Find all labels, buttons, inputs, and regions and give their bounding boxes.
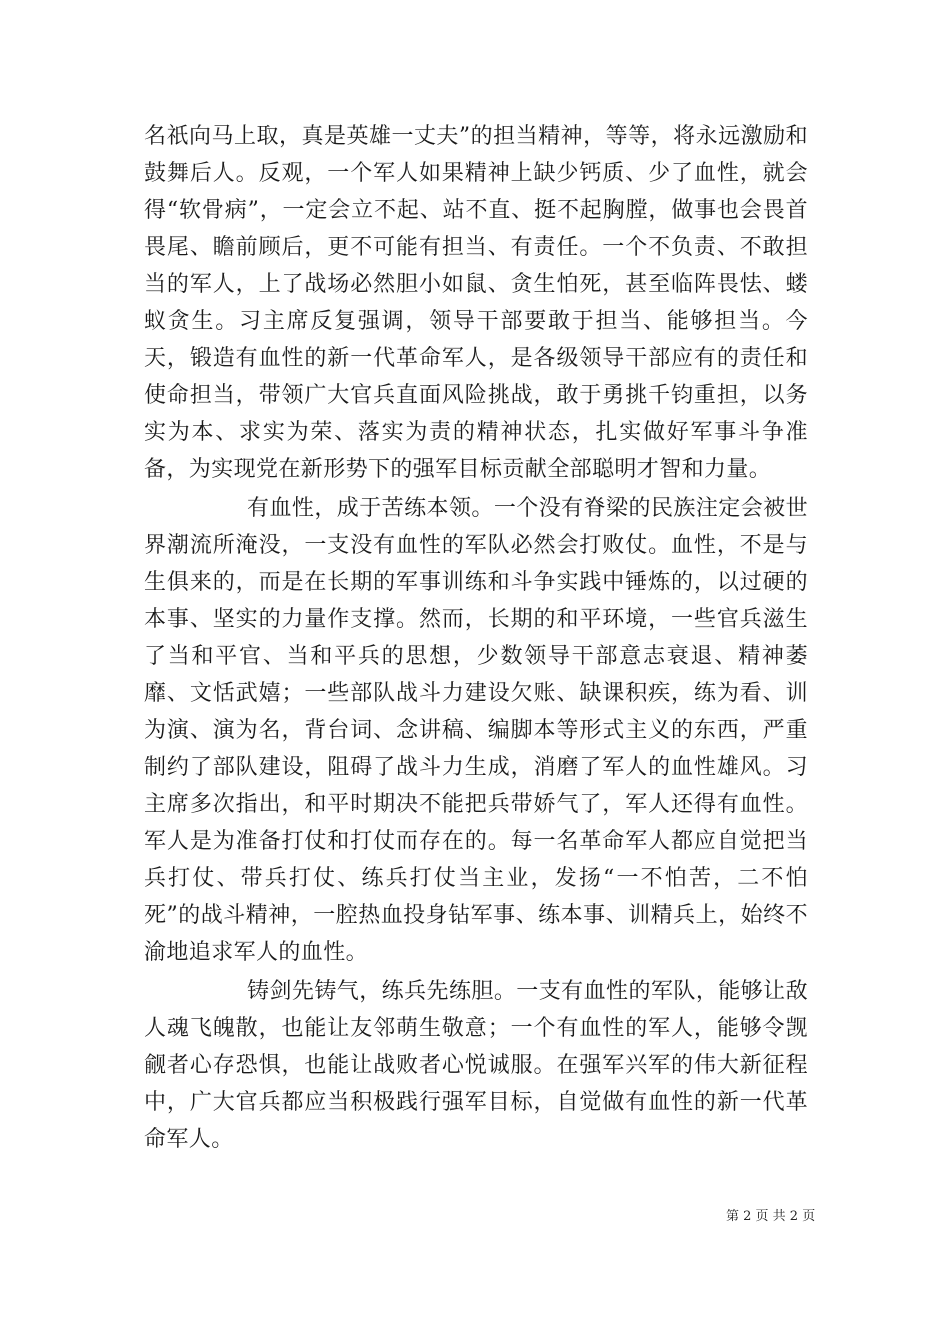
paragraph-conclusion: 铸剑先铸气，练兵先练胆。一支有血性的军队，能够让敌人魂飞魄散，也能让友邻萌生敬意；一个有血性的军人，能够令觊觎者心存恐惧，也能让战败者心悦诚服。在强军兴军的伟大新征程中，广大官兵都应当积极践行强军目标，自觉做有血性的新一代革命军人。 bbox=[144, 979, 808, 1152]
document-body bbox=[144, 118, 808, 1158]
paragraph-combat-skills: 有血性，成于苦练本领。一个没有脊梁的民族注定会被世界潮流所淹没，一支没有血性的军队必然会打败仗。血性，不是与生俱来的，而是在长期的军事训练和斗争实践中锤炼的，以过硬的本事、坚实的力量作支撑。然而，长期的和平环境，一些官兵滋生了当和平官、当和平兵的思想，少数领导干部意志衰退、精神萎靡、文恬武嬉；一些部队战斗力建设欠账、缺课积疾，练为看、训为演、演为名，背台词、念讲稿、编脚本等形式主义的东西，严重制约了部队建设，阻碍了战斗力生成，消磨了军人的血性雄风。习主席多次指出，和平时期决不能把兵带娇气了，军人还得有血性。军人是为准备打仗和打仗而存在的。每一名革命军人都应自觉把当兵打仗、带兵打仗、练兵打仗当主业，发扬“一不怕苦，二不怕死”的战斗精神，一腔热血投身钻军事、练本事、训精兵上，始终不渝地追求军人的血性。 bbox=[144, 496, 808, 965]
page-number-footer: 第 2 页 共 2 页 bbox=[726, 1209, 816, 1224]
paragraph-continuation: 名祇向马上取，真是英雄一丈夫”的担当精神，等等，将永远激励和鼓舞后人。反观，一个军人如果精神上缺少钙质、少了血性，就会得“软骨病”，一定会立不起、站不直、挺不起胸膛，做事也会畏首畏尾、瞻前顾后，更不可能有担当、有责任。一个不负责、不敢担当的军人，上了战场必然胆小如鼠、贪生怕死，甚至临阵畏怯、蝼蚁贪生。习主席反复强调，领导干部要敢于担当、能够担当。今天，锻造有血性的新一代革命军人，是各级领导干部应有的责任和使命担当，带领广大官兵直面风险挑战，敢于勇挑千钧重担，以务实为本、求实为荣、落实为责的精神状态，扎实做好军事斗争准备，为实现党在新形势下的强军目标贡献全部聪明才智和力量。 bbox=[144, 124, 808, 482]
